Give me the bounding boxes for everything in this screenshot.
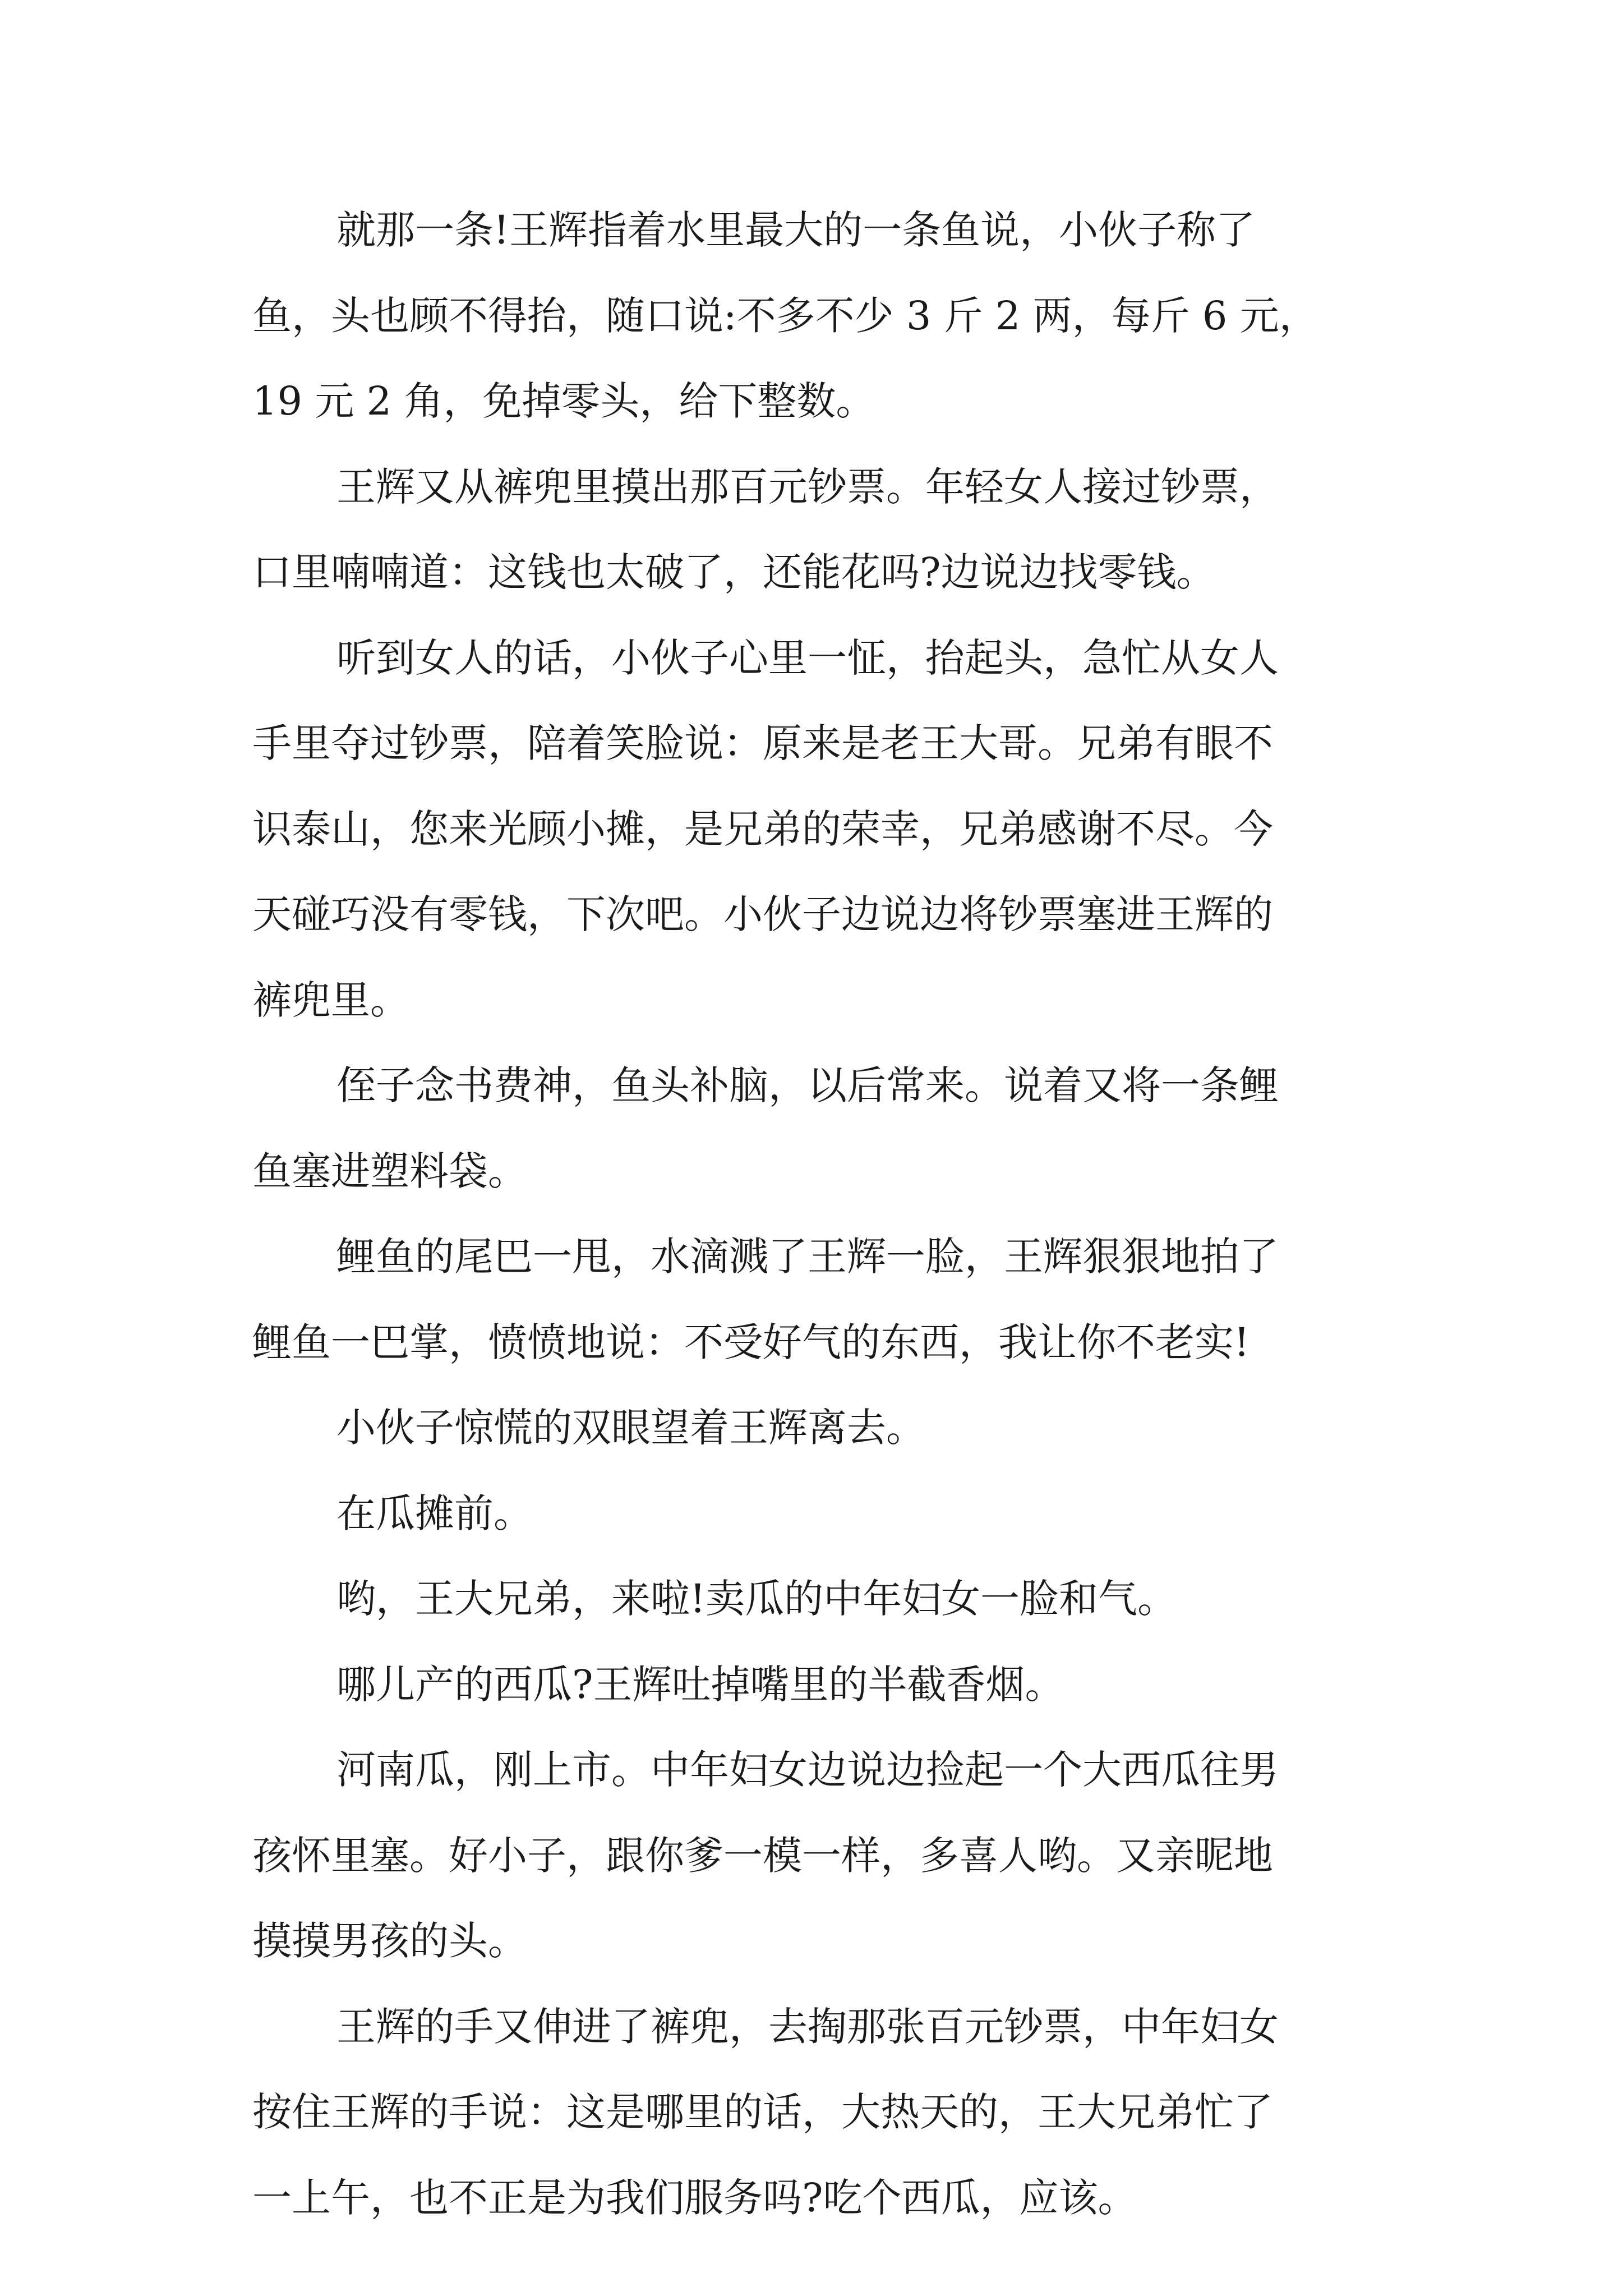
text-line: 哪儿产的西瓜?王辉吐掉嘴里的半截香烟。 [336, 1662, 1064, 1708]
text-line: 河南瓜，刚上市。中年妇女边说边捡起一个大西瓜往男 [336, 1747, 1279, 1793]
text-line: 就那一条!王辉指着水里最大的一条鱼说，小伙子称了 [336, 207, 1256, 253]
text-line: 19 元 2 角，免掉零头，给下整数。 [252, 378, 875, 424]
text-line: 按住王辉的手说：这是哪里的话，大热天的，王大兄弟忙了 [252, 2089, 1273, 2135]
text-line: 鱼，头也顾不得抬，随口说:不多不少 3 斤 2 两，每斤 6 元， [252, 293, 1318, 339]
text-line: 鱼塞进塑料袋。 [252, 1148, 527, 1194]
text-line: 鲤鱼一巴掌，愤愤地说：不受好气的东西，我让你不老实! [252, 1319, 1250, 1365]
text-line: 哟，王大兄弟，来啦!卖瓜的中年妇女一脸和气。 [336, 1576, 1177, 1622]
text-line: 鲤鱼的尾巴一甩，水滴溅了王辉一脸，王辉狠狠地拍了 [336, 1234, 1279, 1280]
text-line: 天碰巧没有零钱，下次吧。小伙子边说边将钞票塞进王辉的 [252, 891, 1273, 937]
text-line: 识泰山，您来光顾小摊，是兄弟的荣幸，兄弟感谢不尽。今 [252, 806, 1273, 852]
text-line: 一上午，也不正是为我们服务吗?吃个西瓜，应该。 [252, 2175, 1137, 2221]
text-line: 听到女人的话，小伙子心里一怔，抬起头，急忙从女人 [336, 635, 1279, 681]
text-line: 裤兜里。 [252, 977, 409, 1023]
text-line: 王辉又从裤兜里摸出那百元钞票。年轻女人接过钞票， [336, 464, 1279, 510]
text-line: 王辉的手又伸进了裤兜，去掏那张百元钞票，中年妇女 [336, 2004, 1279, 2050]
text-line: 摸摸男孩的头。 [252, 1918, 527, 1964]
text-line: 侄子念书费神，鱼头补脑，以后常来。说着又将一条鲤 [336, 1062, 1279, 1108]
text-line: 小伙子惊慌的双眼望着王辉离去。 [336, 1405, 925, 1451]
text-line: 孩怀里塞。好小子，跟你爹一模一样，多喜人哟。又亲昵地 [252, 1833, 1273, 1879]
text-line: 在瓜摊前。 [336, 1490, 533, 1536]
text-line: 口里喃喃道：这钱也太破了，还能花吗?边说边找零钱。 [252, 549, 1216, 595]
text-line: 手里夺过钞票，陪着笑脸说：原来是老王大哥。兄弟有眼不 [252, 720, 1273, 766]
